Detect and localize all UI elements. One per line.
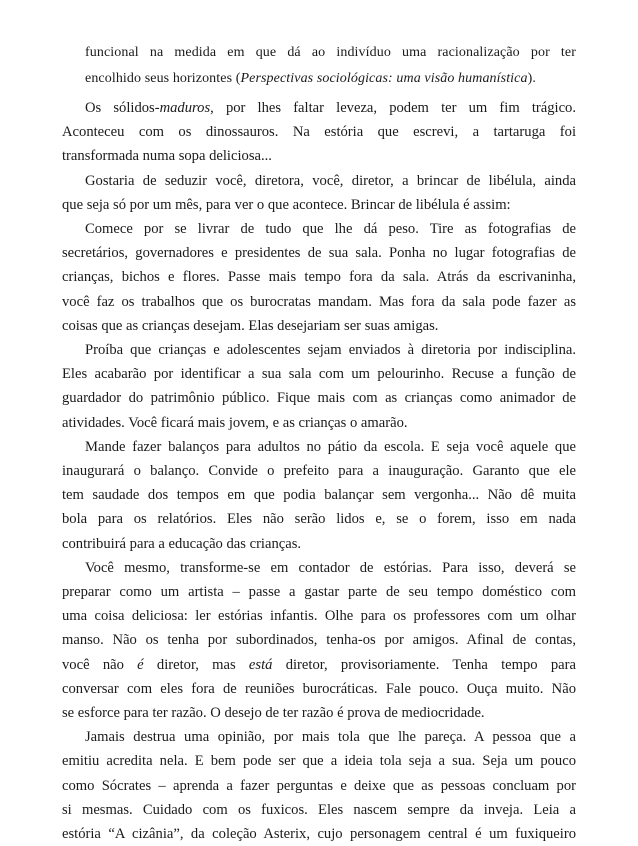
paragraph-line: preparar como um artista – passe a gastar parte de seu tempo doméstico com <box>62 584 576 601</box>
paragraph-line: conversar com eles fora de reuniões burocráticas. Fale pouco. Ouça muito. Não <box>62 680 576 697</box>
paragraph-line <box>62 653 576 677</box>
paragraph-6 <box>62 556 576 725</box>
text-run: Os sólidos- <box>85 100 160 116</box>
paragraph-line: você faz os trabalhos que os burocratas mandam. Mas fora da sala pode fazer as <box>62 293 576 310</box>
paragraph-line: Gostaria de seduzir você, diretora, você, diretor, a brincar de libélula, ainda <box>85 172 576 189</box>
paragraph-line: manso. Não os tenha por subordinados, tenha-os por amigos. Afinal de contas, <box>62 632 576 649</box>
quote-line-2 <box>85 66 576 92</box>
paragraph-line: Você mesmo, transforme-se em contador de estórias. Para isso, deverá se <box>85 559 576 576</box>
emphasis-run: é <box>137 656 144 673</box>
paragraph-line: emitiu acredita nela. E bem pode ser que a ideia tola seja a sua. Seja um pouco <box>62 753 576 770</box>
paragraph-line: si mesmas. Cuidado com os fuxicos. Eles nascem sempre da inveja. Leia a <box>62 801 576 818</box>
paragraph-line: Mande fazer balanços para adultos no pátio da escola. E seja você aquele que <box>85 438 576 455</box>
paragraph-line: Aconteceu com os dinossauros. Na estória que escrevi, a tartaruga foi <box>62 124 576 141</box>
paragraph-line: atividades. Você ficará mais jovem, e as crianças o amarão. <box>62 414 408 431</box>
quote-source-close: ). <box>527 71 536 86</box>
paragraph-3 <box>62 217 576 338</box>
quote-line-2-text: encolhido seus horizontes ( <box>85 71 241 86</box>
text-run: diretor, provisoriamente. Tenha tempo para <box>272 656 576 673</box>
paragraph-line: Eles acabarão por identificar a sua sala com um pelourinho. Recuse a função de <box>62 366 576 383</box>
paragraph-7 <box>62 725 576 846</box>
block-quote <box>85 40 576 92</box>
text-run: diretor, mas <box>143 656 249 673</box>
paragraph-line: Comece por se livrar de tudo que lhe dá peso. Tire as fotografias de <box>85 221 576 238</box>
document-page <box>62 40 576 846</box>
paragraph-line <box>62 96 576 120</box>
emphasis-run: maduros <box>159 100 211 116</box>
emphasis-run: está <box>248 656 273 673</box>
paragraph-line: secretários, governadores e presidentes de sua sala. Ponha no lugar fotografias de <box>62 245 576 262</box>
text-run: , por lhes faltar leveza, podem ter um fim trágico. <box>210 100 576 116</box>
paragraph-line: coisas que as crianças desejam. Elas desejariam ser suas amigas. <box>62 317 439 334</box>
paragraph-4 <box>62 338 576 435</box>
body-text <box>62 96 576 846</box>
paragraph-line: Jamais destrua uma opinião, por mais tola que lhe pareça. A pessoa que a <box>85 729 576 746</box>
paragraph-line: guardador do patrimônio público. Fique mais com as crianças como animador de <box>62 390 576 407</box>
paragraph-line: Proíba que crianças e adolescentes sejam enviados à diretoria por indisciplina. <box>85 342 576 359</box>
paragraph-line: tem saudade dos tempos em que podia balançar sem vergonha... Não dê muita <box>62 487 576 504</box>
paragraph-line: inaugurará o balanço. Convide o prefeito para a inauguração. Garanto que ele <box>62 463 576 480</box>
paragraph-line: uma coisa deliciosa: ler estórias infantis. Olhe para os professores com um olhar <box>62 608 576 625</box>
quote-line-1: funcional na medida em que dá ao indivíduo uma racionalização por ter <box>85 45 576 60</box>
paragraph-line: bola para os relatórios. Eles não serão lidos e, se o forem, isso em nada <box>62 511 576 528</box>
paragraph-line: estória “A cizânia”, da coleção Asterix, cujo personagem central é um fuxiqueiro <box>62 826 576 843</box>
text-run: você não <box>62 656 138 673</box>
paragraph-line: como Sócrates – aprenda a fazer perguntas e deixe que as pessoas concluam por <box>62 777 576 794</box>
paragraph-line: transformada numa sopa deliciosa... <box>62 148 272 165</box>
paragraph-line: contribuirá para a educação das crianças. <box>62 535 302 552</box>
quote-source-title: Perspectivas sociológicas: uma visão humanística <box>240 71 528 86</box>
paragraph-line: que seja só por um mês, para ver o que acontece. Brincar de libélula é assim: <box>62 196 511 213</box>
paragraph-line: se esforce para ter razão. O desejo de ter razão é prova de mediocridade. <box>62 705 485 722</box>
paragraph-line: crianças, bichos e flores. Passe mais tempo fora da sala. Atrás da escrivaninha, <box>62 269 576 286</box>
paragraph-5 <box>62 435 576 556</box>
paragraph-2 <box>62 169 576 217</box>
paragraph-1 <box>62 96 576 169</box>
